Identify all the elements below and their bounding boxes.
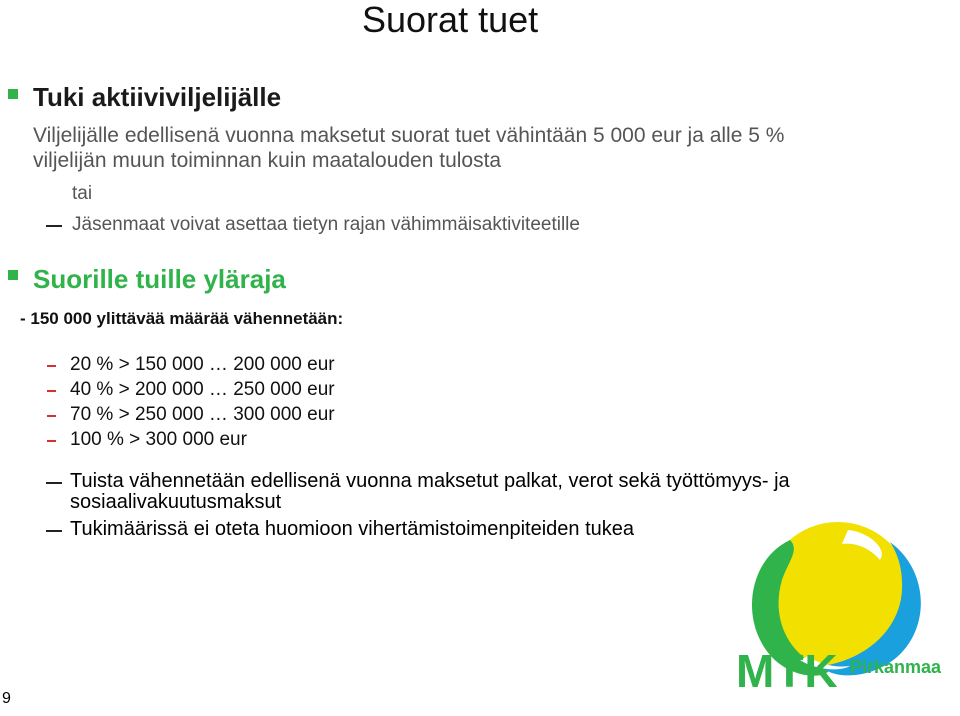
red-dash-icon [47,415,56,417]
dash-bullet-icon [46,225,62,227]
page-number: 9 [2,690,11,707]
slide-title: Suorat tuet [362,0,539,40]
reduction-item: 100 % > 300 000 eur [70,429,247,450]
section-heading-active-farmer: Tuki aktiiviviljelijälle [33,82,282,112]
eligibility-text-line-2: viljelijän muun toiminnan kuin maatalouden tulosta [33,149,502,172]
dash-bullet-icon [46,530,62,532]
square-bullet-icon [8,270,18,280]
section-heading-cap: Suorille tuille yläraja [33,264,286,294]
red-dash-icon [47,440,56,442]
greening-note: Tukimäärissä ei oteta huomioon vihertämistoimenpiteiden tukea [70,518,634,540]
reduction-item: 20 % > 150 000 … 200 000 eur [70,354,335,375]
deduction-note-line-1: Tuista vähennetään edellisenä vuonna maksetut palkat, verot sekä työttömyys- ja [70,470,790,492]
red-dash-icon [47,365,56,367]
logo-brand-text: MTK [736,645,839,697]
reduction-item: 40 % > 200 000 … 250 000 eur [70,379,335,400]
reduction-subheading: - 150 000 ylittävää määrää vähennetään: [20,309,344,328]
eligibility-text-line-1: Viljelijälle edellisenä vuonna maksetut suorat tuet vähintään 5 000 eur ja alle 5 % [33,124,785,147]
dash-bullet-icon [46,482,62,484]
red-dash-icon [47,390,56,392]
member-states-text: Jäsenmaat voivat asettaa tietyn rajan vähimmäisaktiviteetille [72,214,580,235]
or-text: tai [72,183,93,204]
mtk-logo [730,520,960,711]
reduction-item: 70 % > 250 000 … 300 000 eur [70,404,335,425]
deduction-note-line-2: sosiaalivakuutusmaksut [70,491,282,513]
square-bullet-icon [8,89,18,99]
logo-region-text: Pirkanmaa [850,657,942,677]
